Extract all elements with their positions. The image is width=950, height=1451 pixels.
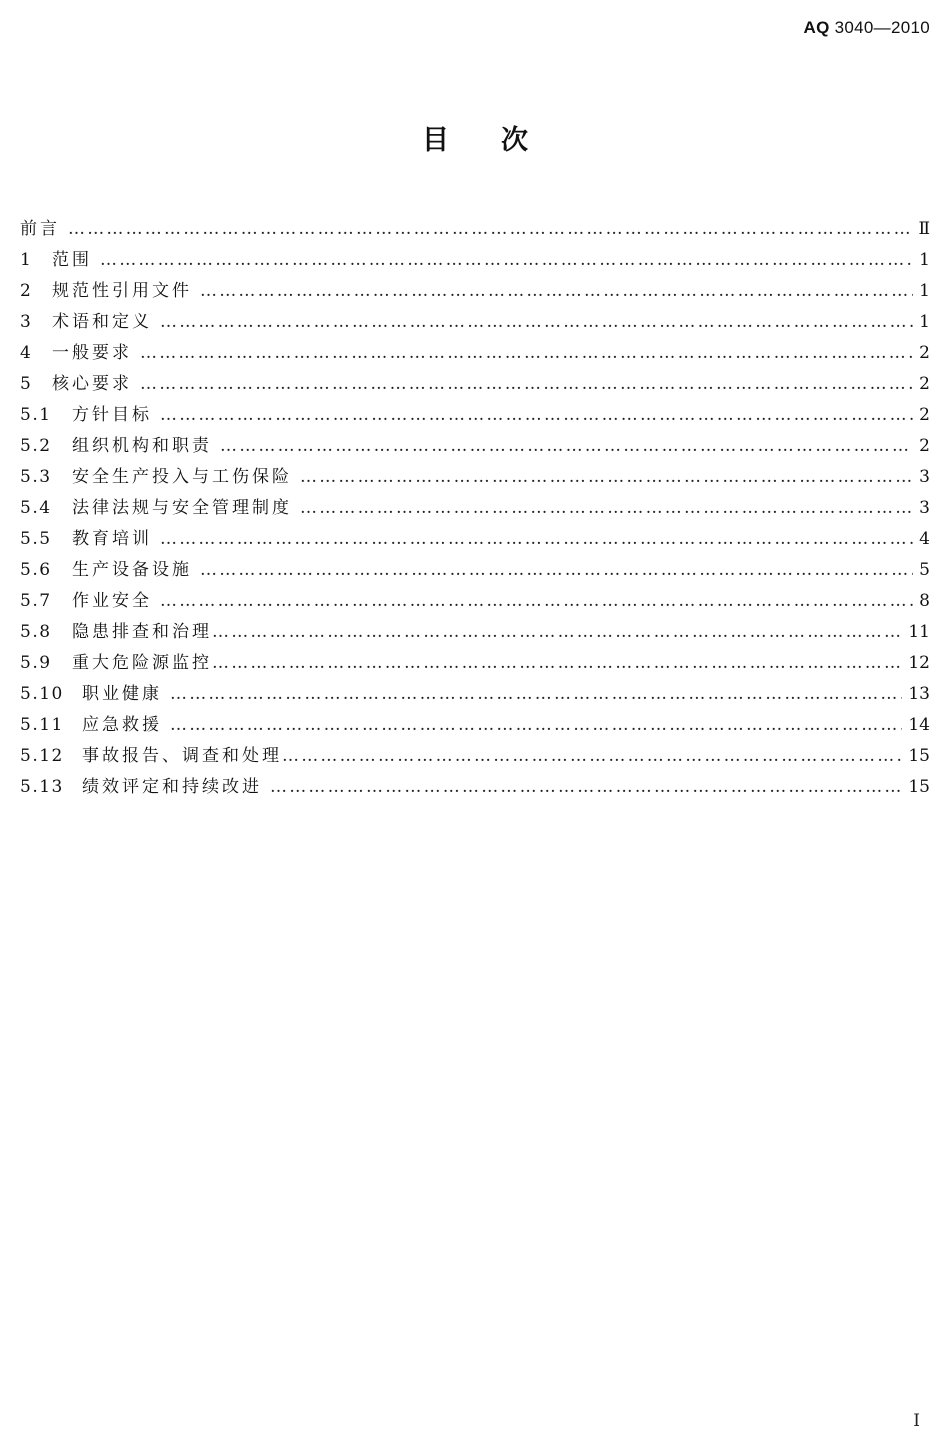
toc-entry-page: 1	[919, 312, 930, 332]
dot-leader	[200, 276, 913, 307]
toc-entry-title: 一般要求	[52, 343, 132, 363]
toc-entry-number: 5.4	[20, 498, 52, 518]
dot-leader	[100, 245, 913, 276]
standard-code	[804, 18, 930, 38]
toc-entry-number: 5	[20, 374, 33, 394]
toc-entry-title: 组织机构和职责	[72, 436, 212, 456]
toc-entry-title: 隐患排查和治理	[72, 622, 212, 642]
toc-entry-number: 5.1	[20, 405, 52, 425]
toc-entry-page: 14	[908, 715, 930, 735]
toc-entry-title: 教育培训	[72, 529, 152, 549]
dot-leader	[220, 431, 913, 462]
toc-entry-number: 5.6	[20, 560, 52, 580]
toc-entry-5-2[interactable]	[20, 431, 930, 462]
dot-leader	[160, 307, 913, 338]
toc-entry-number: 5.13	[20, 777, 64, 797]
dot-leader	[160, 400, 913, 431]
toc-entry-page: 2	[919, 343, 930, 363]
toc-entry-5-4[interactable]	[20, 493, 930, 524]
toc-entry-number: 4	[20, 343, 33, 363]
toc-entry-title: 核心要求	[52, 374, 132, 394]
toc-entry-5-7[interactable]	[20, 586, 930, 617]
dot-leader	[270, 772, 902, 803]
toc-entry-page: 1	[919, 281, 930, 301]
toc-entry-3[interactable]	[20, 307, 930, 338]
toc-entry-5-5[interactable]	[20, 524, 930, 555]
toc-entry-5-12[interactable]	[20, 741, 930, 772]
toc-entry-number: 5.9	[20, 653, 52, 673]
toc-entry-page: 1	[919, 250, 930, 270]
toc-entry-5-11[interactable]	[20, 710, 930, 741]
toc-entry-number: 5.11	[20, 715, 64, 735]
toc-entry-number: 5.2	[20, 436, 52, 456]
dot-leader	[68, 214, 912, 245]
dot-leader	[212, 617, 902, 648]
toc-entry-title: 方针目标	[72, 405, 152, 425]
toc-entry-page: 12	[908, 653, 930, 673]
dot-leader	[200, 555, 913, 586]
toc-entry-4[interactable]	[20, 338, 930, 369]
toc-entry-5-13[interactable]	[20, 772, 930, 803]
toc-entry-number: 5.8	[20, 622, 52, 642]
toc-entry-title: 事故报告、调查和处理	[82, 746, 282, 766]
toc-entry-title: 绩效评定和持续改进	[82, 777, 262, 797]
toc-entry-title: 法律法规与安全管理制度	[72, 498, 292, 518]
toc-entry-title: 应急救援	[82, 715, 162, 735]
toc-entry-number: 3	[20, 312, 33, 332]
toc-entry-title: 规范性引用文件	[52, 281, 192, 301]
toc-entry-5[interactable]	[20, 369, 930, 400]
toc-entry-title: 生产设备设施	[72, 560, 192, 580]
toc-entry-5-8[interactable]	[20, 617, 930, 648]
toc-entry-page: 3	[919, 498, 930, 518]
standard-prefix: AQ	[803, 18, 830, 37]
toc-entry-title: 作业安全	[72, 591, 152, 611]
toc-entry-title: 术语和定义	[52, 312, 152, 332]
toc-entry-5-9[interactable]	[20, 648, 930, 679]
table-of-contents	[20, 214, 930, 803]
toc-entry-page: 2	[919, 374, 930, 394]
dot-leader	[140, 338, 913, 369]
toc-entry-title: 前言	[20, 219, 60, 239]
toc-entry-page: 8	[919, 591, 930, 611]
toc-entry-title: 职业健康	[82, 684, 162, 704]
page-number: Ⅰ	[913, 1411, 920, 1431]
dot-leader	[300, 493, 913, 524]
toc-entry-title: 安全生产投入与工伤保险	[72, 467, 292, 487]
toc-entry-foreword[interactable]	[20, 214, 930, 245]
dot-leader	[282, 741, 902, 772]
toc-entry-5-3[interactable]	[20, 462, 930, 493]
toc-entry-page: 5	[919, 560, 930, 580]
toc-entry-5-6[interactable]	[20, 555, 930, 586]
dot-leader	[160, 524, 913, 555]
toc-entry-number: 5.12	[20, 746, 64, 766]
dot-leader	[170, 679, 902, 710]
toc-entry-title: 重大危险源监控	[72, 653, 212, 673]
dot-leader	[300, 462, 913, 493]
toc-entry-number: 5.7	[20, 591, 52, 611]
toc-entry-page: 2	[919, 405, 930, 425]
toc-entry-page: 4	[919, 529, 930, 549]
dot-leader	[170, 710, 902, 741]
dot-leader	[212, 648, 902, 679]
toc-entry-number: 5.10	[20, 684, 64, 704]
toc-entry-page: Ⅱ	[918, 219, 930, 239]
toc-entry-number: 5.3	[20, 467, 52, 487]
toc-entry-number: 5.5	[20, 529, 52, 549]
dot-leader	[140, 369, 913, 400]
toc-entry-page: 3	[919, 467, 930, 487]
title-part-2: 次	[501, 125, 528, 156]
toc-entry-page: 13	[908, 684, 930, 704]
toc-entry-page: 15	[908, 746, 930, 766]
toc-entry-2[interactable]	[20, 276, 930, 307]
toc-entry-page: 15	[908, 777, 930, 797]
toc-entry-5-1[interactable]	[20, 400, 930, 431]
toc-entry-1[interactable]	[20, 245, 930, 276]
dot-leader	[160, 586, 913, 617]
toc-entry-5-10[interactable]	[20, 679, 930, 710]
title-part-1: 目	[422, 125, 449, 156]
page-title	[0, 118, 950, 157]
toc-entry-page: 2	[919, 436, 930, 456]
standard-number: 3040—2010	[834, 18, 930, 37]
toc-entry-title: 范围	[52, 250, 92, 270]
toc-entry-number: 1	[20, 250, 33, 270]
toc-entry-page: 11	[908, 622, 930, 642]
toc-entry-number: 2	[20, 281, 33, 301]
